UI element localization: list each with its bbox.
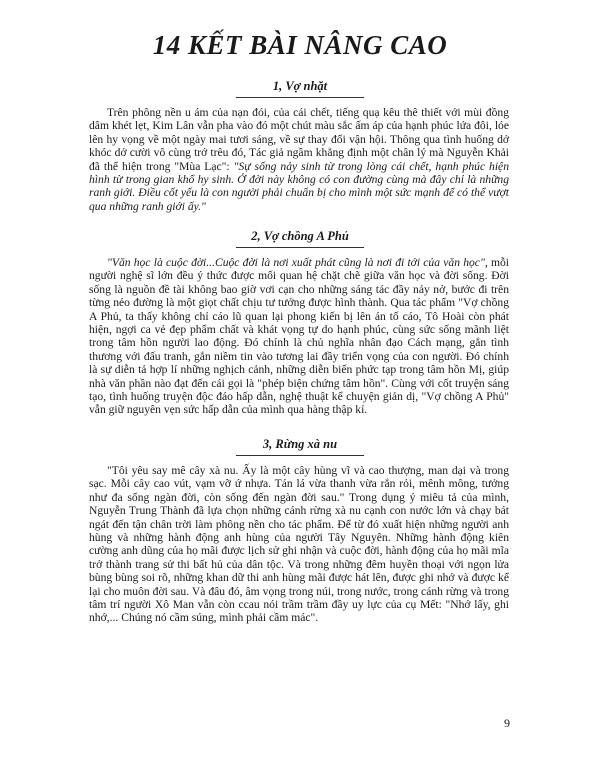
section-paragraph-vo-nhat (89, 106, 509, 213)
section-divider (236, 455, 364, 456)
section-paragraph-vo-chong-a-phu (89, 256, 509, 417)
page-title: 14 KẾT BÀI NÂNG CAO (152, 30, 448, 60)
paragraph-text: Trên phông nền u ám của nạn đói, của cái chết, tiếng quạ kêu thê thiết với mùi đồng dâm khét lẹt, Kim Lân vẫn pha vào đó một chút màu sắc ấm áp của hạnh phúc lứa đôi, lóe lên hy vọng về một ngày mai tươi sáng, về sự thay đổi vận hội. Thông qua tình huống dở khóc dở cười vô cùng trớ trêu đó, Tác giả ngầm khẳng định một chân lý mà Nguyễn Khải đã thể hiện trong "Mùa Lạc": (89, 106, 509, 173)
quote-text: "Văn học là cuộc đời...Cuộc đời là nơi xuất phát cũng là nơi đi tới của văn học" (107, 256, 485, 269)
paragraph-text: "Tôi yêu say mê cây xà nu. Ấy là một cây hùng vĩ và cao thượng, man dại và trong sạc. Mỗi cây cao vút, vạm vỡ ứ nhựa. Tán lá vừa thanh vừa rắn rỏi, mênh mông, tưởng như đa sống ngàn đời, còn sống đến ngàn đời sau." Trong dụng ý miêu tả của mình, Nguyễn Trung Thành đã lựa chọn những cánh rừng xà nu cạnh con nước lớn và chạy bát ngát đến tận chân trời làm phông nền cho tác phẩm. Để từ đó xuất hiện những người anh hùng và những hành động anh hùng của người Tây Nguyên. Những hành động kiên cường anh dũng của họ mãi được lịch sử ghi nhận và cuộc đời, hành động của họ mãi mĩa trở thành trang sử thi bất hủ của dân tộc. Và trong những đêm huyền thoại với ngọn lửa bùng bùng soi rõ, những khan dữ thi anh hùng mãi được hát lên, được ghi nhớ và được kể lại cho muôn đời sau. Và đâu đó, âm vọng trong núi, trong nước, trong cánh rừng và trong tâm trí người Xô Man vẫn còn ccau nói trầm trầm đầy uy lực của cụ Mết: "Nhớ lấy, ghi nhớ,... Chúng nó cầm súng, mình phải cầm mác". (89, 464, 509, 625)
paragraph-text: , mỗi người nghệ sĩ lớn đều ý thức được mối quan hệ chặt chẽ giữa văn học và đời sống. Đời sống là nguồn đề tài không bao giờ vơi cạn cho những sáng tác đầy nảy nở, bước đi trên từng nẻo đường là một giọt chất chịu tư tưởng được hình thành. Qua tác phẩm "Vợ chồng A Phủ, ta thấy không chỉ cáo lũ quan lại phong kiến bị lên án tố cáo, Tô Hoài còn phát hiện, ngợi ca vẻ đẹp phẩm chất và khát vọng tự do hạnh phúc, cùng sức sống mãnh liệt trong tâm hồn người lao động. Đó chính là chủ nghĩa nhân đạo Cách mạng, gắn tình thương với đấu tranh, gắn niềm tin vào tương lai đầy triển vọng của con người. Đó chính là sự diễn tả hợp lí những nghịch cảnh, những diễn biến phức tạp trong tâm hồn Mị, giúp nhà văn phần nào đạt đến cái gọi là "phép biện chứng tâm hồn". Cùng với cốt truyện sáng tạo, tình huống truyện độc đáo hấp dẫn, nghệ thuật kể chuyện giản dị, "Vợ chồng A Phủ" vẫn giữ nguyên vẹn sức hấp dẫn của mình qua hàng thập kỉ. (89, 256, 509, 417)
section-heading-rung-xa-nu: 3, Rừng xà nu (262, 437, 338, 451)
section-divider (236, 247, 364, 248)
section-divider (236, 97, 364, 98)
quote-text: "Sự sống nảy sinh từ trong lòng cái chết, hạnh phúc hiện hình từ trong gian khổ hy sinh. Ở đời này không có con đường cùng mà đây chỉ là những ranh giới. Điều cốt yếu là con người phải chuẩn bị cho mình một sức mạnh để có thể vượt qua những ranh giới ấy." (89, 159, 510, 213)
section-heading-vo-nhat: 1, Vợ nhặt (272, 79, 328, 93)
section-paragraph-rung-xa-nu (89, 464, 509, 625)
section-heading-vo-chong-a-phu: 2, Vợ chồng A Phủ (251, 229, 349, 243)
page-number: 9 (504, 716, 510, 730)
